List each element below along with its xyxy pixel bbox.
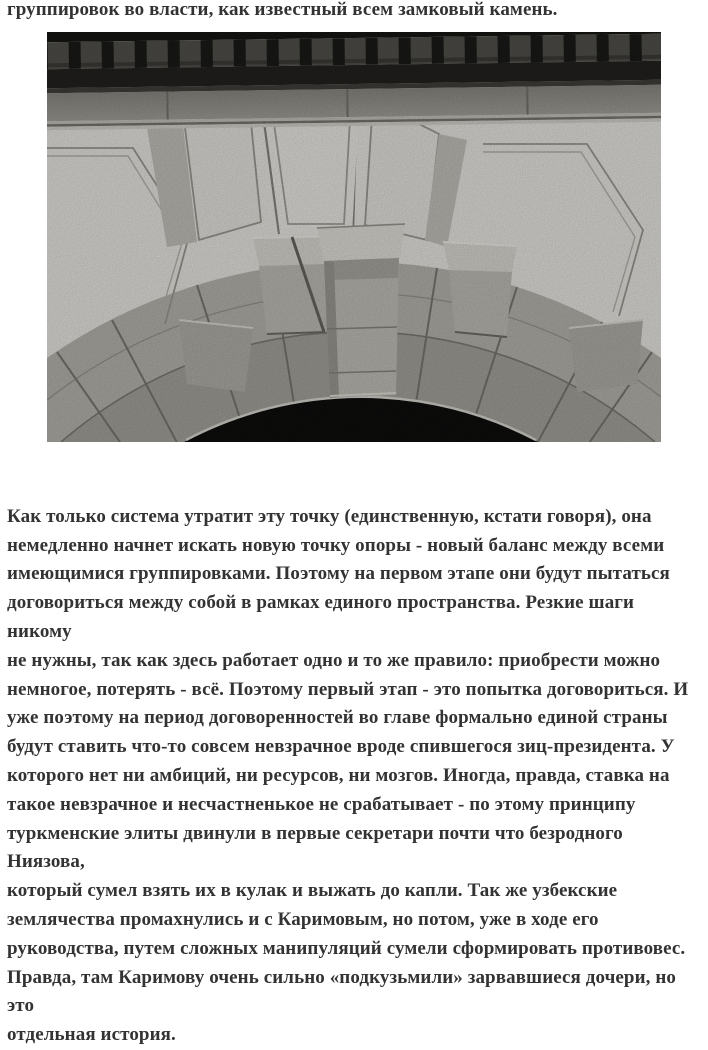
arch-keystone-photo — [47, 32, 661, 442]
arch-photo-figure — [47, 32, 661, 442]
film-grain-overlay — [47, 32, 661, 442]
intro-line: группировок во власти, как известный всем замковый камень. — [0, 0, 708, 25]
body-paragraph: Как только система утратит эту точку (единственную, кстати говоря), она немедленно начнет искать новую точку опоры - новый баланс между всеми имеющимися группировками. Поэтому на первом этапе они будут пытаться договориться между собой в рамках единого пространства. Резкие шаги никому не нужны, так как здесь работает одно и то же правило: приобрести можно немногое, потерять - всё. Поэтому первый этап - это попытка договориться. И уже поэтому на период договоренностей во главе формально единой страны будут ставить что-то совсем невзрачное вроде спившегося зиц-президента. У которого нет ни амбиций, ни ресурсов, ни мозгов. Иногда, правда, ставка на такое невзрачное и несчастненькое не срабатывает - по этому принципу туркменские элиты двинули в первые секретари почти что безродного Ниязова, который сумел взять их в кулак и выжать до капли. Так же узбекские землячества промахнулись и с Каримовым, но потом, уже в ходе его руководства, путем сложных манипуляций сумели сформировать противовес. Правда, там Каримову очень сильно «подкузьмили» зарвавшиеся дочери, но это отдельная история. — [0, 503, 708, 1050]
